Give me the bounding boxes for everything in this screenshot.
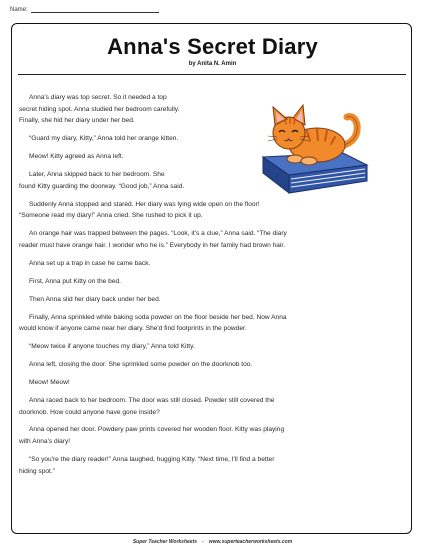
- footer-url[interactable]: www.superteacherworksheets.com: [208, 539, 293, 545]
- story-paragraph: [19, 276, 404, 288]
- story-paragraph: [19, 395, 404, 418]
- story-paragraph: [19, 294, 404, 306]
- name-field: [10, 7, 159, 13]
- footer-brand: Super Teacher Worksheets: [132, 539, 198, 545]
- story-paragraph: [19, 199, 404, 222]
- story-line: Anna raced back to her bedroom. The door was still closed. Powder still covered the: [29, 396, 275, 404]
- story-line: “So you're the diary reader!” Anna laughed, hugging Kitty. “Next time, I'll find a better: [29, 455, 275, 463]
- story-line: found Kitty guarding the doorway. “Good job,” Anna said.: [19, 182, 185, 190]
- name-line[interactable]: [31, 7, 159, 13]
- story-line: Anna set up a trap in case he came back.: [29, 259, 151, 267]
- footer: [0, 539, 425, 545]
- story-line: First, Anna put Kitty on the bed.: [29, 277, 121, 285]
- story-paragraph: [19, 377, 404, 389]
- story-paragraph: [19, 92, 404, 127]
- story-paragraph: [19, 151, 404, 163]
- story-line: secret hiding spot. Anna studied her bedroom carefully.: [19, 105, 180, 113]
- story-line: doorknob. How could anyone have gone inside?: [19, 408, 160, 416]
- story-paragraph: [19, 258, 404, 270]
- story-paragraph: [19, 341, 404, 353]
- story-line: Meow! Kitty agreed as Anna left.: [29, 153, 124, 161]
- footer-separator: -: [202, 539, 204, 545]
- story-paragraph: [19, 133, 404, 145]
- story-line: would know if anyone came near her diary. She'd find footprints in the powder.: [19, 325, 247, 333]
- story-paragraph: [19, 424, 404, 447]
- story-text: [19, 92, 404, 484]
- story-paragraph: [19, 359, 404, 371]
- story-line: Anna opened her door. Powdery paw prints covered her wooden floor. Kitty was playing: [29, 426, 285, 434]
- story-line: reader must have orange hair. I wonder who he is.” Everybody in her family had brown hair.: [19, 241, 286, 249]
- story-line: “Someone read my diary!” Anna cried. She rushed to pick it up.: [19, 212, 203, 220]
- story-line: Suddenly Anna stopped and stared. Her diary was lying wide open on the floor!: [29, 200, 260, 208]
- story-paragraph: [19, 454, 404, 477]
- story-line: “Guard my diary, Kitty,” Anna told her orange kitten.: [29, 135, 179, 143]
- story-line: Anna's diary was top secret. So it needed a top: [29, 94, 167, 101]
- story-paragraph: [19, 312, 404, 335]
- story-line: An orange hair was trapped between the pages. “Look, it's a clue,” Anna said. “The diary: [29, 230, 287, 238]
- page-title: Anna's Secret Diary: [107, 34, 318, 59]
- story-line: “Meow twice if anyone touches my diary,” Anna told Kitty.: [29, 343, 195, 351]
- story-line: Finally, she hid her diary under her bed.: [19, 117, 135, 125]
- story-line: with Anna's diary!: [19, 438, 71, 446]
- story-line: Anna left, closing the door. She sprinkled some powder on the doorknob too.: [29, 361, 253, 369]
- story-line: hiding spot.”: [19, 467, 55, 475]
- story-line: Finally, Anna sprinkled white baking soda powder on the floor beside her bed. Now Anna: [29, 313, 287, 321]
- title-rule: [18, 74, 406, 75]
- story-paragraph: [19, 169, 404, 192]
- story-line: Then Anna slid her diary back under her bed.: [29, 295, 161, 303]
- story-line: Later, Anna skipped back to her bedroom. She: [29, 171, 165, 179]
- author-byline: by Anita N. Amin: [188, 61, 237, 67]
- name-label: Name:: [10, 7, 28, 13]
- story-line: Meow! Meow!: [29, 378, 70, 386]
- story-paragraph: [19, 228, 404, 251]
